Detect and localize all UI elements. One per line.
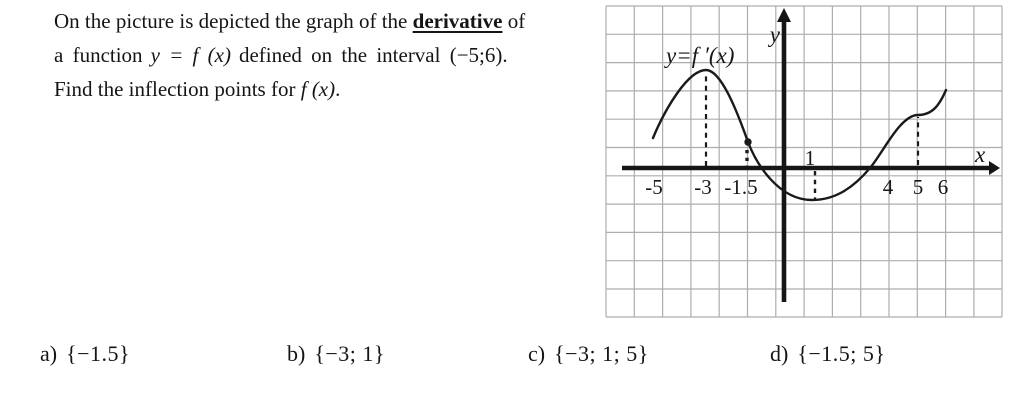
answer-option-b [287, 341, 385, 367]
answer-option-d [770, 341, 885, 367]
option-c-key: c) [528, 341, 546, 366]
tick-label-6: 6 [937, 175, 949, 199]
tick-label-5: 5 [912, 175, 924, 199]
option-a-key: a) [40, 341, 58, 366]
option-b-key: b) [287, 341, 306, 366]
function-formula: y = f (x) [150, 43, 231, 67]
problem-statement [54, 4, 599, 106]
derivative-graph-figure [602, 3, 1004, 325]
problem-line1-post: of [502, 9, 526, 33]
tick-label-neg3: -3 [694, 175, 712, 199]
option-c-value: {−3; 1; 5} [554, 341, 649, 366]
problem-line-3 [54, 72, 599, 106]
fx-formula: f (x) [300, 77, 336, 101]
problem-line3-end: . [335, 77, 341, 101]
option-b-value: {−3; 1} [314, 341, 385, 366]
problem-line2-end: . [502, 43, 508, 67]
tick-label-4: 4 [882, 175, 894, 199]
tick-label-neg5: -5 [645, 175, 663, 199]
option-a-value: {−1.5} [66, 341, 131, 366]
y-axis-arrowhead-icon [777, 8, 791, 22]
answer-option-c [528, 341, 649, 367]
problem-line3-pre: Find the inflection points for [54, 77, 301, 101]
answer-option-a [40, 341, 130, 367]
y-axis-label: y [769, 22, 780, 47]
problem-line2-pre: a function [54, 43, 143, 67]
x-axis-arrowhead-icon [989, 161, 1000, 175]
x-axis-label: x [975, 142, 986, 167]
option-d-value: {−1.5; 5} [797, 341, 886, 366]
problem-line2-mid: defined on the interval [238, 43, 441, 67]
problem-line1-pre: On the picture is depicted the graph of the [54, 9, 413, 33]
tick-label-1: 1 [804, 146, 816, 170]
marked-point-dot [744, 138, 751, 145]
tick-label-neg1-5: -1.5 [724, 175, 758, 199]
option-d-key: d) [770, 341, 789, 366]
problem-line-1 [54, 4, 599, 38]
interval-text: (−5;6) [449, 43, 503, 67]
problem-line-2 [54, 38, 599, 72]
derivative-emphasis: derivative [412, 9, 503, 33]
curve-label: y=f ′(x) [666, 43, 735, 68]
